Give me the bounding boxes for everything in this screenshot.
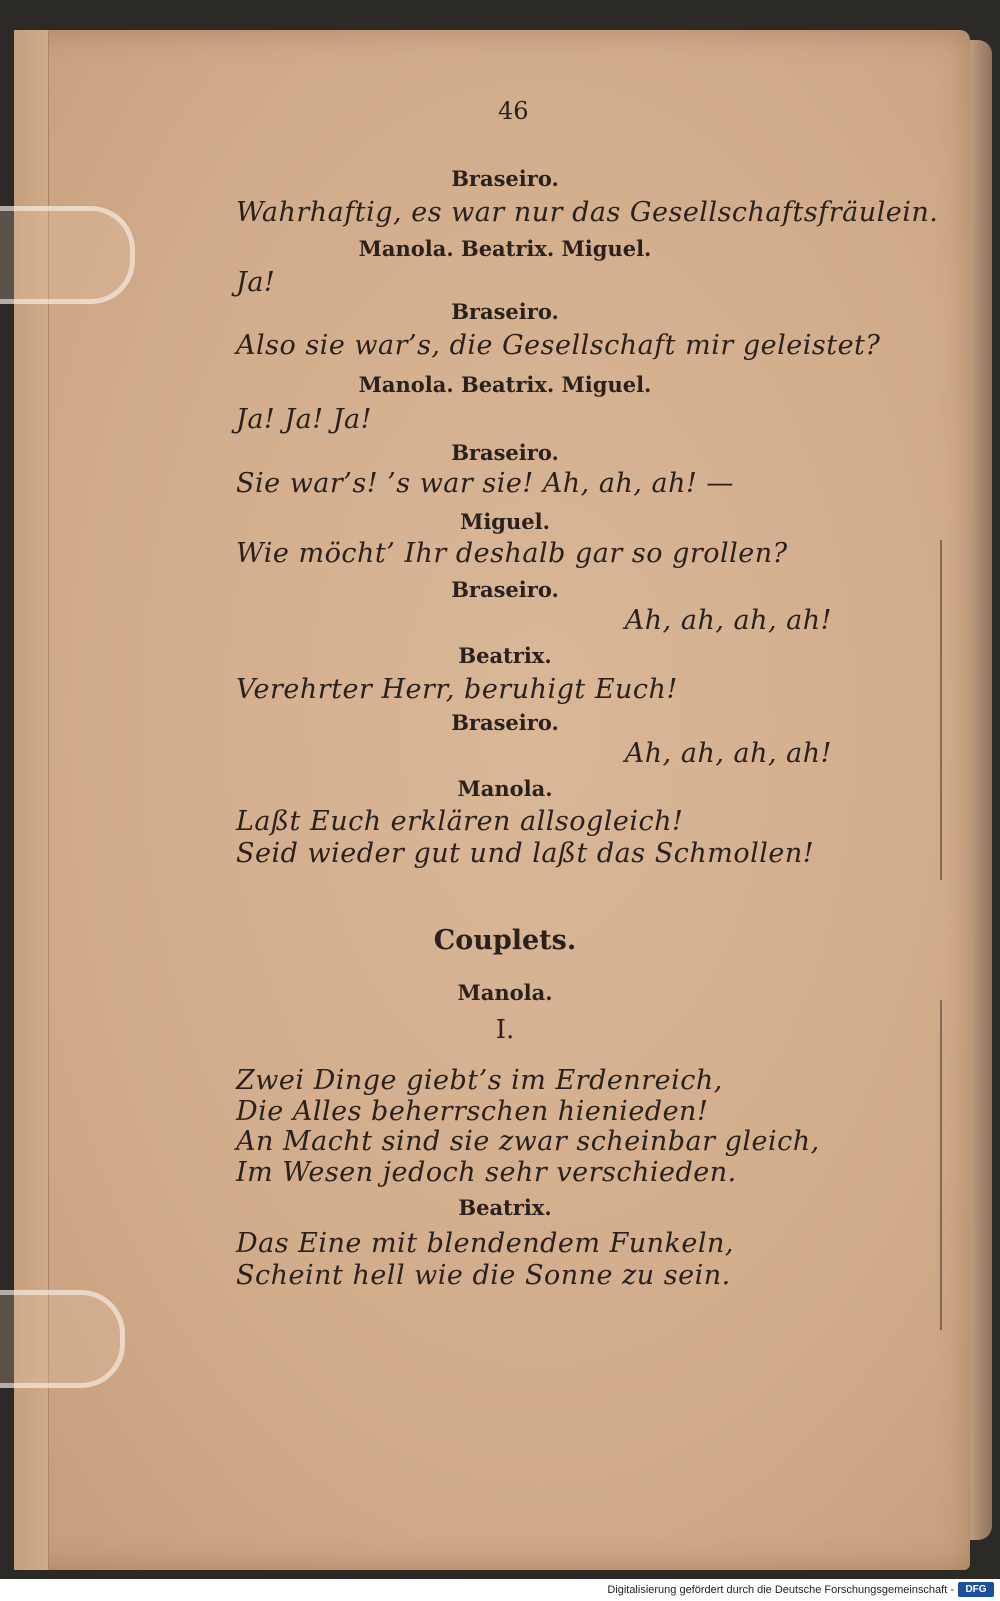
speaker-label: Manola. xyxy=(457,776,553,801)
stanza-number: I. xyxy=(495,1015,515,1045)
speaker-label: Manola. Beatrix. Miguel. xyxy=(358,372,652,397)
verse-line: Im Wesen jedoch sehr verschieden. xyxy=(236,1157,737,1188)
speaker-label: Manola. xyxy=(457,980,553,1005)
verse-line: Laßt Euch erklären allsogleich! xyxy=(236,806,684,837)
speaker-label: Beatrix. xyxy=(458,1195,552,1220)
speaker-label: Braseiro. xyxy=(451,577,559,602)
speaker-label: Braseiro. xyxy=(451,710,559,735)
verse-line: Die Alles beherrschen hienieden! xyxy=(236,1096,709,1127)
speaker-label: Braseiro. xyxy=(451,440,559,465)
verse-line: Also sie war’s, die Gesellschaft mir geleistet? xyxy=(236,330,881,361)
verse-line: Wahrhaftig, es war nur das Gesellschaftsfräulein. xyxy=(236,197,939,228)
verse-line: Ah, ah, ah, ah! xyxy=(624,738,832,769)
verse-line: An Macht sind sie zwar scheinbar gleich, xyxy=(236,1126,820,1157)
verse-line: Das Eine mit blendendem Funkeln, xyxy=(236,1228,734,1259)
section-heading: Couplets. xyxy=(433,925,577,956)
footer-credit-text: Digitalisierung gefördert durch die Deutsche Forschungsgemeinschaft - xyxy=(607,1584,954,1596)
verse-line: Verehrter Herr, beruhigt Euch! xyxy=(236,674,678,705)
speaker-label: Manola. Beatrix. Miguel. xyxy=(358,236,652,261)
speaker-label: Braseiro. xyxy=(451,166,559,191)
verse-line: Zwei Dinge giebt’s im Erdenreich, xyxy=(236,1065,723,1096)
speaker-label: Braseiro. xyxy=(451,299,559,324)
verse-line: Scheint hell wie die Sonne zu sein. xyxy=(236,1260,731,1291)
dfg-logo-icon: DFG xyxy=(958,1582,994,1597)
verse-line: Ja! Ja! Ja! xyxy=(236,404,372,435)
verse-line: Wie möcht’ Ihr deshalb gar so grollen? xyxy=(236,538,788,569)
speaker-label: Miguel. xyxy=(460,509,550,534)
speaker-label: Beatrix. xyxy=(458,643,552,668)
page-number: 46 xyxy=(498,97,529,125)
verse-line: Sie war’s! ’s war sie! Ah, ah, ah! — xyxy=(236,468,734,499)
verse-line: Seid wieder gut und laßt das Schmollen! xyxy=(236,838,815,869)
digitization-footer xyxy=(0,1579,1000,1601)
verse-line: Ja! xyxy=(236,267,276,298)
verse-line: Ah, ah, ah, ah! xyxy=(624,605,832,636)
